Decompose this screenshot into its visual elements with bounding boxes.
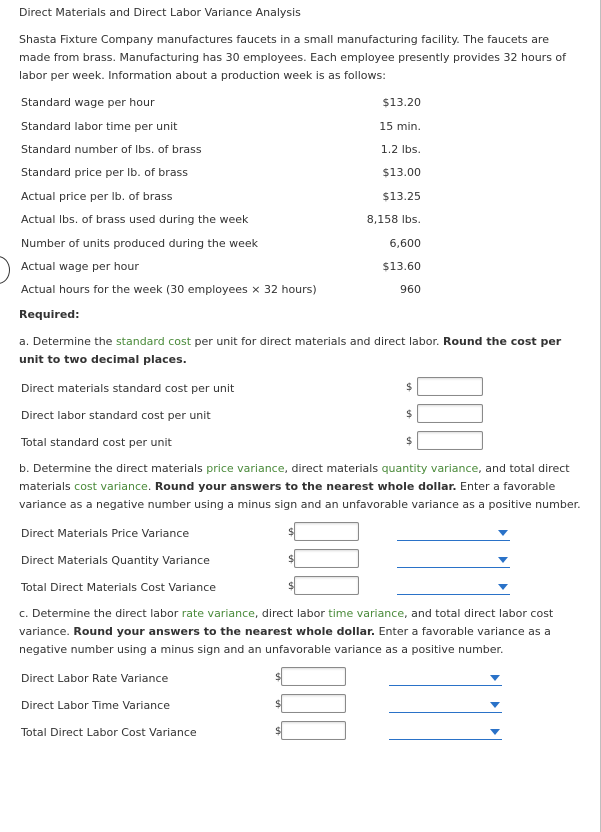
info-label: Standard price per lb. of brass [21,166,189,179]
dm-price-variance-label: Direct Materials Price Variance [21,527,190,540]
required-heading: Required: [19,308,80,321]
info-value: 6,600 [389,237,421,250]
part-b-text: b. Determine the direct materials [19,462,207,475]
dropdown-arrow-icon [498,557,508,563]
total-standard-cost-input[interactable] [417,431,483,450]
part-c-text: , direct labor [254,607,329,620]
info-value: $13.60 [382,260,421,273]
info-value: $13.25 [382,190,421,203]
dropdown-arrow-icon [490,702,500,708]
currency-symbol: $ [275,699,282,710]
intro-paragraph: Shasta Fixture Company manufactures faucets in a small manufacturing facility. The faucets are made from brass. Manufacturing has 30 employees. Each employee presently provides 32 hours of labor per week. Information about a production week is as follows: [19,33,567,82]
info-value: 8,158 lbs. [366,213,421,226]
currency-symbol: $ [275,672,282,683]
dl-rate-variance-select[interactable] [389,670,502,686]
time-variance-link[interactable]: time variance [328,607,405,620]
part-a-bold: Round the cost per unit to two decimal places. [19,335,562,366]
dm-price-variance-input[interactable] [294,522,359,541]
currency-symbol: $ [406,382,413,393]
dm-quantity-variance-label: Direct Materials Quantity Variance [21,554,210,567]
dl-rate-variance-input[interactable] [281,667,346,686]
page-title: Direct Materials and Direct Labor Variance Analysis [19,6,301,19]
dropdown-arrow-icon [490,675,500,681]
total-standard-cost-label: Total standard cost per unit [21,436,172,449]
info-value: 1.2 lbs. [380,143,421,156]
dropdown-arrow-icon [490,729,500,735]
currency-symbol: $ [406,436,413,447]
dropdown-arrow-icon [498,584,508,590]
quantity-variance-link[interactable]: quantity variance [381,462,479,475]
part-b-text: , and total direct materials [19,462,570,493]
currency-symbol: $ [288,554,295,565]
dm-total-variance-input[interactable] [294,576,359,595]
dl-standard-cost-input[interactable] [417,404,483,423]
part-b-text: , direct materials [284,462,382,475]
dm-quantity-variance-select[interactable] [397,552,510,568]
rate-variance-link[interactable]: rate variance [181,607,255,620]
dm-standard-cost-label: Direct materials standard cost per unit [21,382,235,395]
part-b-text: . [147,480,155,493]
info-label: Standard number of lbs. of brass [21,143,202,156]
dm-price-variance-select[interactable] [397,525,510,541]
dm-quantity-variance-input[interactable] [294,549,359,568]
info-value: $13.20 [382,96,421,109]
part-a-instructions [19,333,583,369]
dl-total-variance-input[interactable] [281,721,346,740]
dl-time-variance-select[interactable] [389,697,502,713]
dl-standard-cost-label: Direct labor standard cost per unit [21,409,211,422]
dl-time-variance-label: Direct Labor Time Variance [21,699,170,712]
info-value: 960 [400,283,421,296]
info-label: Standard wage per hour [21,96,155,109]
dm-total-variance-select[interactable] [397,579,510,595]
info-label: Actual price per lb. of brass [21,190,173,203]
info-value: 15 min. [379,120,421,133]
info-value: $13.00 [382,166,421,179]
dropdown-arrow-icon [498,530,508,536]
part-c-text: Enter a favorable variance as a negative number using a minus sign and an unfavorable variance as a positive number. [19,625,551,656]
dl-total-variance-label: Total Direct Labor Cost Variance [21,726,197,739]
dl-rate-variance-label: Direct Labor Rate Variance [21,672,169,685]
standard-cost-link[interactable]: standard cost [115,335,192,348]
part-a-text: per unit for direct materials and direct labor. [191,335,443,348]
currency-symbol: $ [288,581,295,592]
part-c-bold: Round your answers to the nearest whole dollar. [73,625,376,638]
price-variance-link[interactable]: price variance [206,462,285,475]
part-b-instructions [19,460,583,514]
left-edge-circle-icon [0,256,10,284]
dl-total-variance-select[interactable] [389,724,502,740]
info-label: Actual wage per hour [21,260,139,273]
dm-standard-cost-input[interactable] [417,377,483,396]
currency-symbol: $ [275,726,282,737]
info-label: Actual lbs. of brass used during the week [21,213,249,226]
part-b-bold: Round your answers to the nearest whole dollar. [154,480,457,493]
currency-symbol: $ [288,527,295,538]
dm-total-variance-label: Total Direct Materials Cost Variance [21,581,217,594]
info-label: Actual hours for the week (30 employees × 32 hours) [21,283,317,296]
part-c-text: , and total direct labor cost variance. [19,607,554,638]
dl-time-variance-input[interactable] [281,694,346,713]
part-b-text: Enter a favorable variance as a negative number using a minus sign and an unfavorable variance as a positive number. [19,480,581,511]
part-a-text: a. Determine the [19,335,116,348]
cost-variance-link[interactable]: cost variance [74,480,148,493]
part-c-instructions [19,605,595,659]
part-c-text: c. Determine the direct labor [19,607,182,620]
info-label: Number of units produced during the week [21,237,258,250]
currency-symbol: $ [406,409,413,420]
info-label: Standard labor time per unit [21,120,178,133]
